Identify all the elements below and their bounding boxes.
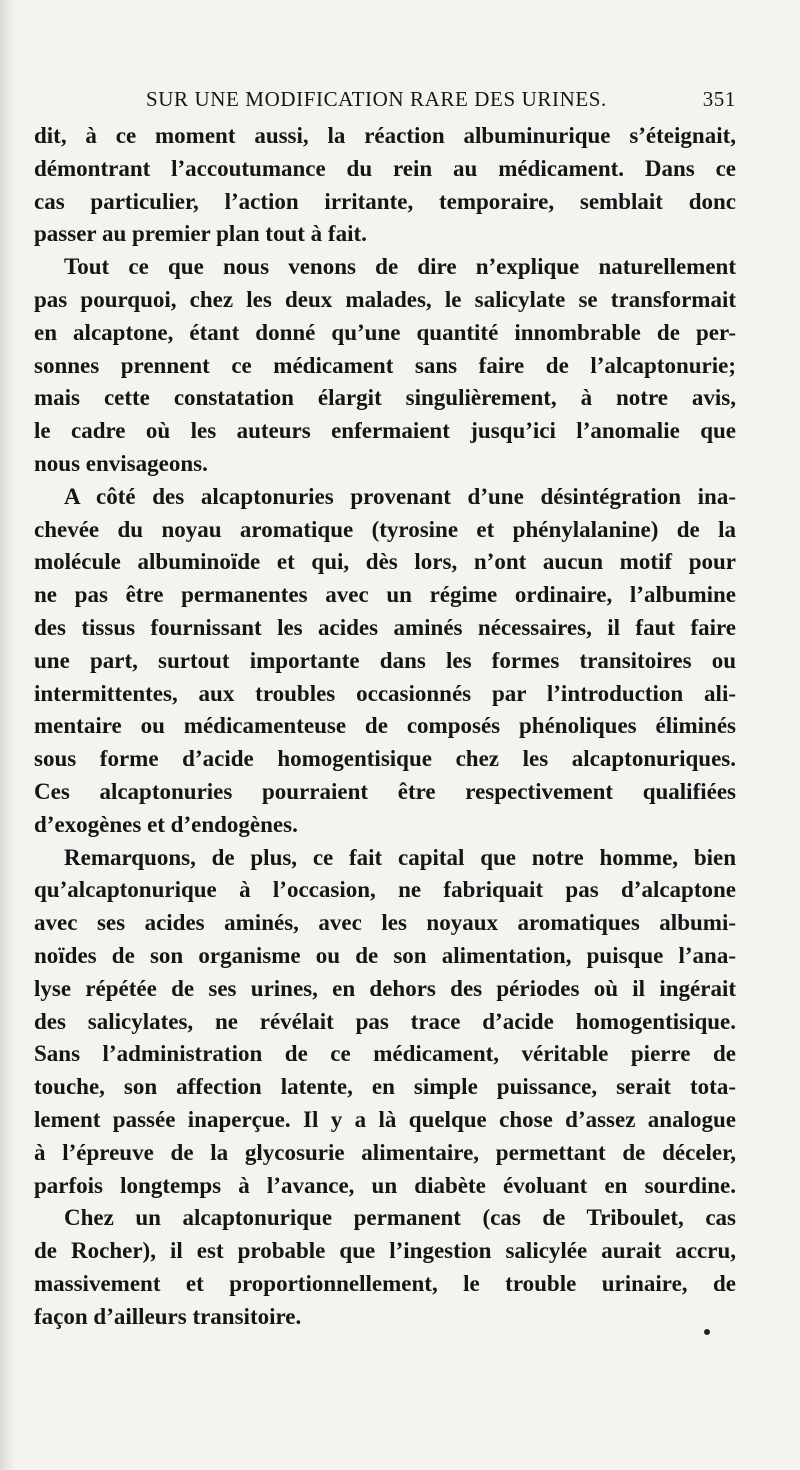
text-line: ne pas être permanentes avec un régime ordinaire, l’albumine: [34, 582, 736, 608]
text-line: parfois longtemps à l’avance, un diabète évoluant en sourdine.: [34, 1172, 736, 1198]
running-head-title: SUR UNE MODIFICATION RARE DES URINES.: [146, 87, 607, 111]
text-line: avec ses acides aminés, avec les noyaux aromatiques albumi-: [34, 910, 736, 936]
text-line: une part, surtout importante dans les formes transitoires ou: [34, 647, 736, 673]
text-line: en alcaptone, étant donné qu’une quantité innombrable de per-: [34, 319, 736, 345]
text-line: pas pourquoi, chez les deux malades, le salicylate se transformait: [34, 286, 736, 312]
text-line: Remarquons, de plus, ce fait capital que notre homme, bien: [64, 844, 736, 870]
paragraph: [34, 120, 736, 251]
text-line: à l’épreuve de la glycosurie alimentaire, permettant de déceler,: [34, 1139, 736, 1165]
text-line: nous envisageons.: [34, 450, 208, 476]
text-line: Chez un alcaptonurique permanent (cas de Triboulet, cas: [64, 1205, 736, 1231]
paragraph: [34, 842, 736, 1203]
text-line: des salicylates, ne révélait pas trace d’acide homogentisique.: [34, 1008, 736, 1034]
text-line: de Rocher), il est probable que l’ingestion salicylée aurait accru,: [34, 1238, 736, 1264]
page-edge-shadow: [0, 0, 14, 1470]
text-line: démontrant l’accoutumance du rein au médicament. Dans ce: [34, 155, 736, 181]
text-line: massivement et proportionnellement, le trouble urinaire, de: [34, 1270, 736, 1296]
text-line: lement passée inaperçue. Il y a là quelque chose d’assez analogue: [34, 1106, 736, 1132]
text-line: sonnes prennent ce médicament sans faire de l’alcaptonurie;: [34, 352, 736, 378]
ink-speck: [704, 1329, 710, 1335]
text-line: mentaire ou médicamenteuse de composés phénoliques éliminés: [34, 713, 736, 739]
text-line: A côté des alcaptonuries provenant d’une désintégration ina-: [64, 483, 736, 509]
text-line: noïdes de son organisme ou de son alimentation, puisque l’ana-: [34, 942, 736, 968]
text-line: qu’alcaptonurique à l’occasion, ne fabriquait pas d’alcaptone: [34, 877, 736, 903]
paragraph: [34, 481, 736, 842]
text-line: intermittentes, aux troubles occasionnés par l’introduction ali-: [34, 680, 736, 706]
running-head: [146, 84, 736, 114]
text-line: Sans l’administration de ce médicament, véritable pierre de: [34, 1041, 736, 1067]
text-line: cas particulier, l’action irritante, temporaire, semblait donc: [34, 188, 736, 214]
text-line: Tout ce que nous venons de dire n’explique naturellement: [64, 254, 736, 280]
text-line: dit, à ce moment aussi, la réaction albuminurique s’éteignait,: [34, 123, 736, 148]
text-line: le cadre où les auteurs enfermaient jusqu’ici l’anomalie que: [34, 418, 736, 444]
text-line: chevée du noyau aromatique (tyrosine et phénylalanine) de la: [34, 516, 736, 542]
text-line: des tissus fournissant les acides aminés nécessaires, il faut faire: [34, 614, 736, 640]
paragraph: [34, 1202, 736, 1333]
paragraph: [34, 251, 736, 481]
text-line: mais cette constatation élargit singulièrement, à notre avis,: [34, 385, 736, 411]
text-line: passer au premier plan tout à fait.: [34, 221, 367, 247]
text-line: d’exogènes et d’endogènes.: [34, 811, 298, 837]
body-text: [34, 120, 736, 1333]
page-number: 351: [702, 87, 736, 111]
text-line: Ces alcaptonuries pourraient être respectivement qualifiées: [34, 778, 736, 804]
text-line: sous forme d’acide homogentisique chez les alcaptonuriques.: [34, 746, 736, 772]
text-line: touche, son affection latente, en simple puissance, serait tota-: [34, 1074, 736, 1100]
text-line: molécule albuminoïde et qui, dès lors, n’ont aucun motif pour: [34, 549, 736, 575]
text-line: lyse répétée de ses urines, en dehors des périodes où il ingérait: [34, 975, 736, 1001]
text-line: façon d’ailleurs transitoire.: [34, 1303, 302, 1329]
